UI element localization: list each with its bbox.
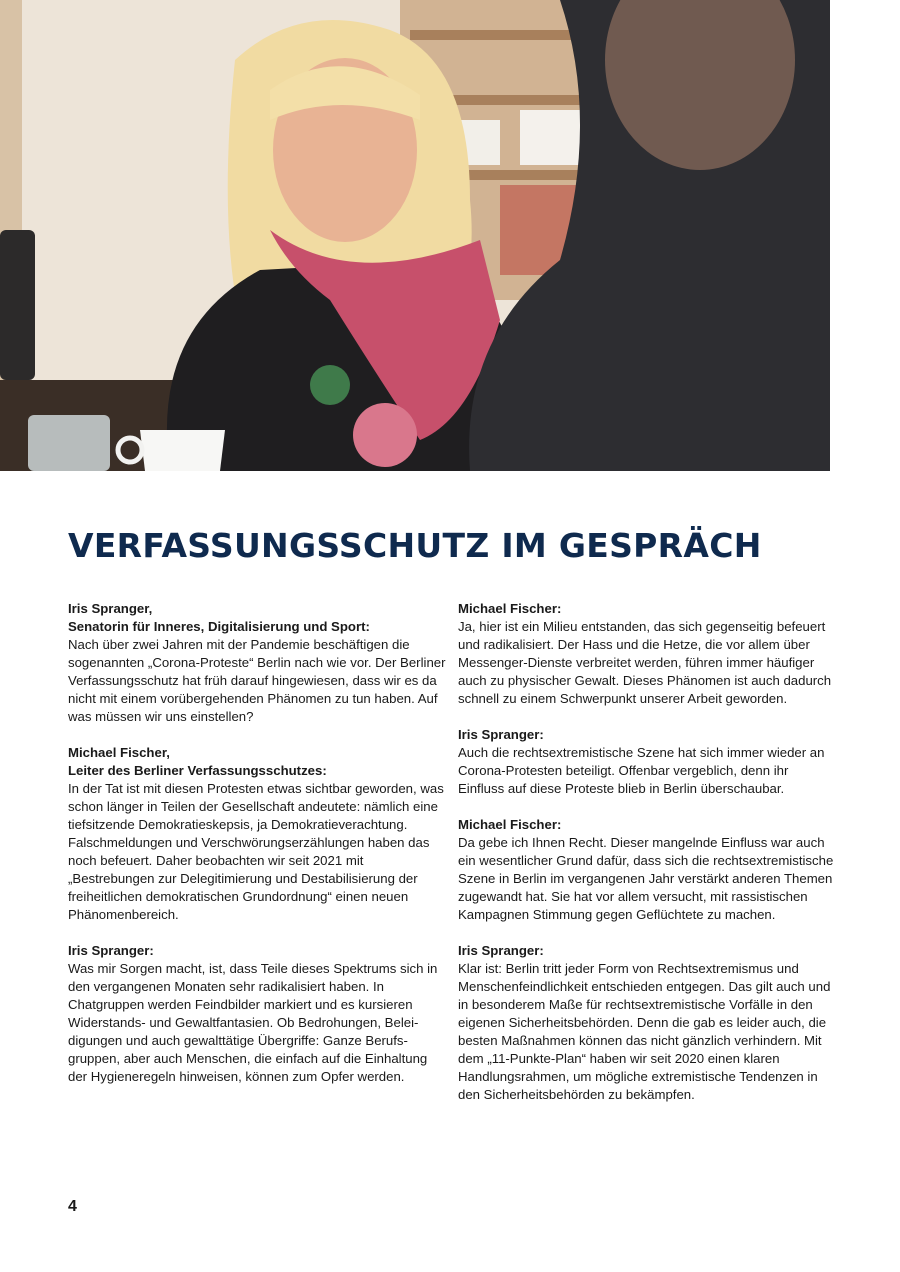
interview-block xyxy=(68,942,448,1086)
interview-block xyxy=(458,816,838,924)
page-number: 4 xyxy=(68,1198,77,1215)
speaker-name: Iris Spranger, xyxy=(68,601,153,616)
interview-block xyxy=(458,726,838,798)
interview-text: Klar ist: Berlin tritt jeder Form von Rechtsextremismus und Menschenfeindlichkeit entschieden entgegen. Das gilt auch und in besonderem Maße für rechtsextremistische Vorfälle in den eigenen Sicherheitsbehörden. Denn die gab es leider auch, die besten Maßnahmen können das nicht gänzlich verhindern. Mit dem „11-Punkte-Plan“ haben wir seit 2020 einen klaren Handlungsrahmen, um mögliche extremistische Tendenzen in den Sicherheitsbehörden zu bekämpfen. xyxy=(458,961,831,1102)
interview-column-left xyxy=(68,600,448,1104)
interview-block xyxy=(458,942,838,1104)
interview-photo xyxy=(0,0,830,471)
speaker-name: Michael Fischer: xyxy=(458,817,562,832)
speaker-name: Michael Fischer: xyxy=(458,601,562,616)
speaker-name: Iris Spranger: xyxy=(458,943,544,958)
interview-block xyxy=(68,744,448,924)
interview-text: Nach über zwei Jahren mit der Pandemie beschäftigen die sogenannten „Corona-Proteste“ Berlin nach wie vor. Der Berliner Verfassungsschutz hat früh darauf hingewiesen, dass wir es da nicht mit einem vorübergehenden Phänomen zu tun haben. Auf was müssen wir uns einstellen? xyxy=(68,637,446,724)
speaker-role: Leiter des Berliner Verfassungsschutzes: xyxy=(68,763,327,778)
interview-block xyxy=(68,600,448,726)
speaker-role: Senatorin für Inneres, Digitalisierung und Sport: xyxy=(68,619,370,634)
interview-text: In der Tat ist mit diesen Protesten etwas sichtbar geworden, was schon länger in Teilen der Gesellschaft andeutete: nämlich eine tiefsitzende Demokratieskepsis, ja Demokratieverachtung. Falschmeldungen und Verschwörungserzählungen haben das noch befeuert. Daher beobachten wir seit 2021 mit „Bestrebungen zur Delegitimierung und Destabilisierung der freiheitlichen demokratischen Grundordnung“ einen neuen Phänomenbereich. xyxy=(68,781,444,922)
speaker-name: Iris Spranger: xyxy=(68,943,154,958)
interview-block xyxy=(458,600,838,708)
page-title: VERFASSUNGSSCHUTZ IM GESPRÄCH xyxy=(68,526,762,565)
interview-photo-illustration xyxy=(0,0,830,471)
speaker-name: Iris Spranger: xyxy=(458,727,544,742)
interview-text: Da gebe ich Ihnen Recht. Dieser mangelnde Einfluss war auch ein wesentlicher Grund dafür, dass sich die rechtsextremistische Szene in Berlin im vergangenen Jahr verstärkt anderen Themen zugewandt hat. Sie hat vor allem versucht, mit rassistischen Kampagnen Stimmung gegen Geflüchtete zu machen. xyxy=(458,835,834,922)
interview-text: Was mir Sorgen macht, ist, dass Teile dieses Spektrums sich in den vergangenen Monaten sehr radikalisiert haben. In Chatgruppen werden Feindbilder markiert und es kursieren Widerstands- und Gewaltfantasien. Ob Bedrohungen, Beleidigungen und auch gewalttätige Übergriffe: Ganze Berufsgruppen, aber auch Menschen, die einfach auf die Einhaltung der Hygieneregeln hinweisen, können zum Opfer werden. xyxy=(68,961,438,1084)
interview-text: Ja, hier ist ein Milieu entstanden, das sich gegenseitig befeuert und radikalisiert. Der Hass und die Hetze, die vor allem über Messenger-Dienste verbreitet werden, führen immer häufiger auch zu physischer Gewalt. Dieses Phänomen ist auch dadurch schnell zu einem Schwerpunkt unserer Arbeit geworden. xyxy=(458,619,832,706)
speaker-name: Michael Fischer, xyxy=(68,745,170,760)
interview-column-right xyxy=(458,600,838,1122)
interview-text: Auch die rechtsextremistische Szene hat sich immer wieder an Corona-Protesten beteiligt. Offenbar vergeblich, denn ihr Einfluss auf diese Proteste blieb in Berlin überschaubar. xyxy=(458,745,825,796)
